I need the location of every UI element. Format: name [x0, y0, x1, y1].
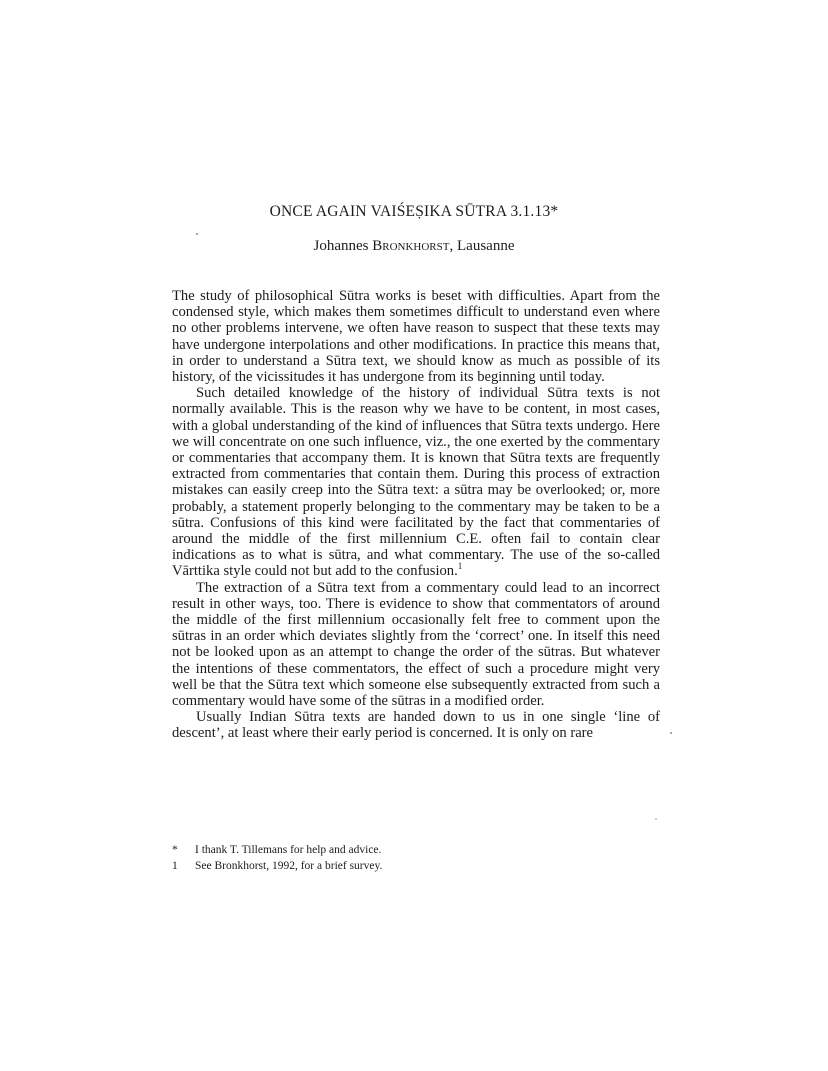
paper-title: ONCE AGAIN VAIŚEṢIKA SŪTRA 3.1.13*	[269, 203, 559, 220]
scan-speck	[655, 818, 657, 820]
scan-speck	[670, 732, 672, 734]
footnote-reference-1[interactable]: 1	[457, 561, 463, 572]
author-last-name: Bronkhorst	[372, 238, 450, 254]
body-text	[172, 288, 660, 742]
footnote-mark: 1	[172, 860, 178, 872]
footnote-text: I thank T. Tillemans for help and advice.	[195, 844, 382, 856]
paragraph-4: Usually Indian Sūtra texts are handed down to us in one single ‘line of descent’, at least where their early period is concerned. It is only on rare	[172, 709, 660, 742]
paragraph-1: The study of philosophical Sūtra works is beset with difficulties. Apart from the condensed style, which makes them sometimes difficult to understand even where no other problems intervene, we often have reason to suspect that these texts may have undergone interpolations and other modifications. In practice this means that, in order to understand a Sūtra text, we should know as much as possible of its history, of the vicissitudes it has undergone from its beginning until today.	[172, 288, 660, 386]
author-first-name: Johannes	[313, 238, 373, 254]
footnote-text: See Bronkhorst, 1992, for a brief survey.	[195, 860, 383, 872]
author-affiliation: , Lausanne	[449, 238, 515, 254]
footnote-1	[172, 858, 660, 874]
footnote-mark: *	[172, 844, 178, 856]
paragraph-2-text: Such detailed knowledge of the history of individual Sūtra texts is not normally available. This is the reason why we have to be content, in most cases, with a global understanding of the kind of influences that Sūtra texts undergo. Here we will concentrate on one such influence, viz., the one exerted by the commentary or commentaries that accompany them. It is known that Sūtra texts are frequently extracted from commentaries that contain them. During this process of extraction mistakes can easily creep into the Sūtra text: a sūtra may be overlooked; or, more probably, a statement properly belonging to the commentary may be taken to be a sūtra. Confusions of this kind were facilitated by the fact that commentaries of around the middle of the first millennium C.E. often fail to contain clear indications as to what is sūtra, and what commentary. The use of the so-called Vārttika style could not but add to the confusion.	[172, 385, 660, 580]
footnotes	[172, 842, 660, 874]
paragraph-2	[172, 385, 660, 579]
author-line	[0, 237, 828, 255]
paragraph-3: The extraction of a Sūtra text from a commentary could lead to an incorrect result in other ways, too. There is evidence to show that commentators of around the middle of the first millennium occasionally felt free to comment upon the sūtras in an order which deviates slightly from the ‘correct’ one. In itself this need not be looked upon as an attempt to change the order of the sūtras. But whatever the intentions of these commentators, the effect of such a procedure might very well be that the Sūtra text which someone else subsequently extracted from such a commentary would have some of the sūtras in a modified order.	[172, 579, 660, 710]
footnote-star	[172, 842, 660, 858]
scan-speck	[196, 233, 198, 235]
